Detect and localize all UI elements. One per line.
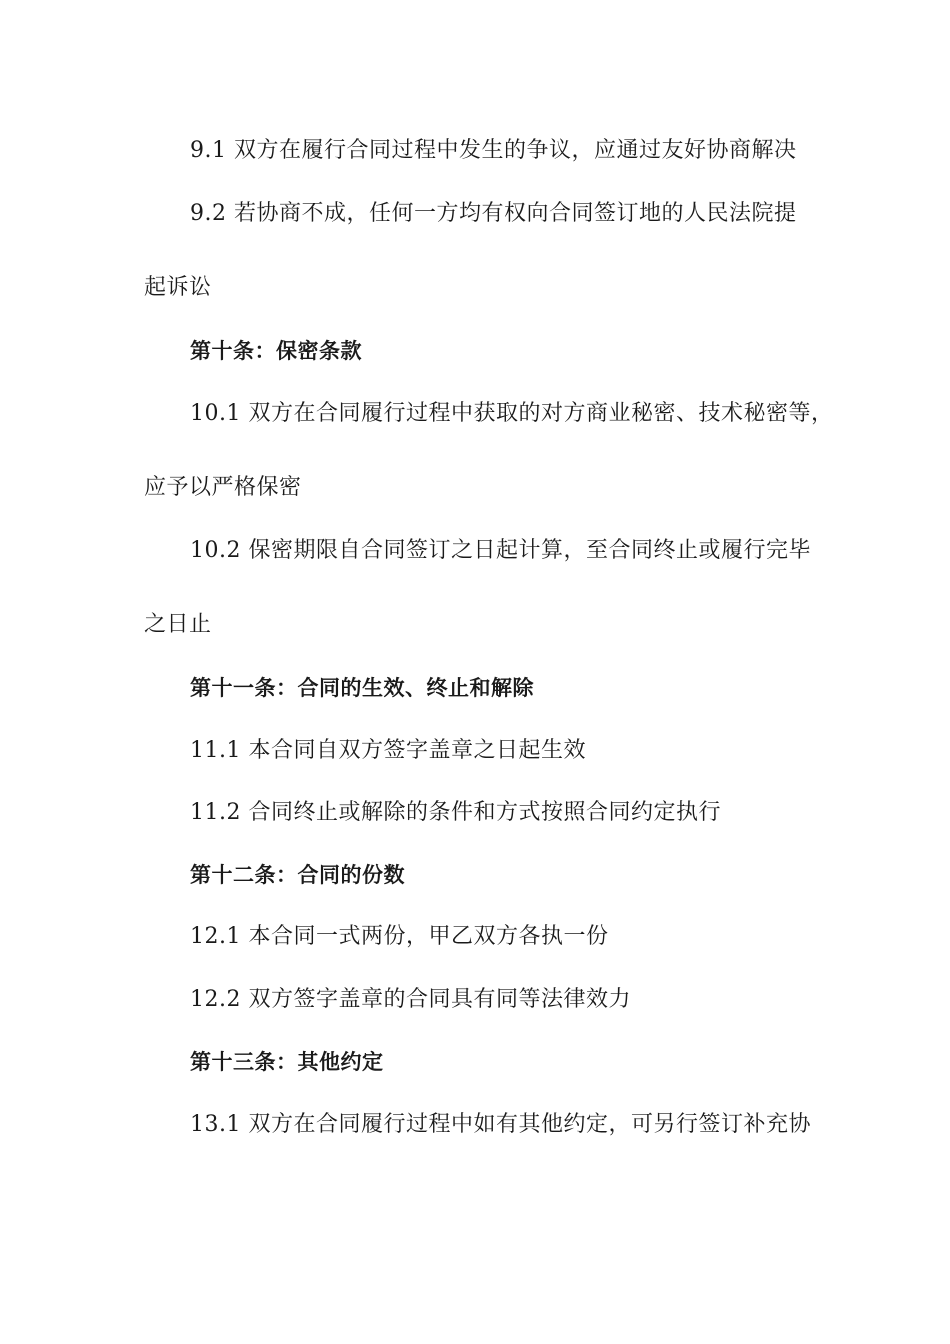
clause-9-2-continued: 起诉讼 [144, 275, 212, 300]
clause-12-2: 12.2 双方签字盖章的合同具有同等法律效力 [190, 987, 631, 1012]
section-heading-12: 第十二条：合同的份数 [190, 863, 405, 887]
section-heading-11: 第十一条：合同的生效、终止和解除 [190, 676, 534, 700]
clause-10-1-continued: 应予以严格保密 [144, 475, 302, 500]
clause-12-1: 12.1 本合同一式两份，甲乙双方各执一份 [190, 924, 609, 949]
clause-9-1: 9.1 双方在履行合同过程中发生的争议，应通过友好协商解决 [190, 138, 797, 163]
clause-10-1: 10.1 双方在合同履行过程中获取的对方商业秘密、技术秘密等， [190, 401, 834, 426]
clause-11-2: 11.2 合同终止或解除的条件和方式按照合同约定执行 [190, 800, 721, 825]
clause-10-2: 10.2 保密期限自合同签订之日起计算，至合同终止或履行完毕 [190, 538, 811, 563]
clause-11-1: 11.1 本合同自双方签字盖章之日起生效 [190, 738, 586, 763]
clause-10-2-continued: 之日止 [144, 612, 212, 637]
section-heading-10: 第十条：保密条款 [190, 339, 362, 363]
clause-13-1: 13.1 双方在合同履行过程中如有其他约定，可另行签订补充协 [190, 1112, 811, 1137]
clause-9-2: 9.2 若协商不成，任何一方均有权向合同签订地的人民法院提 [190, 201, 797, 226]
section-heading-13: 第十三条：其他约定 [190, 1050, 384, 1074]
